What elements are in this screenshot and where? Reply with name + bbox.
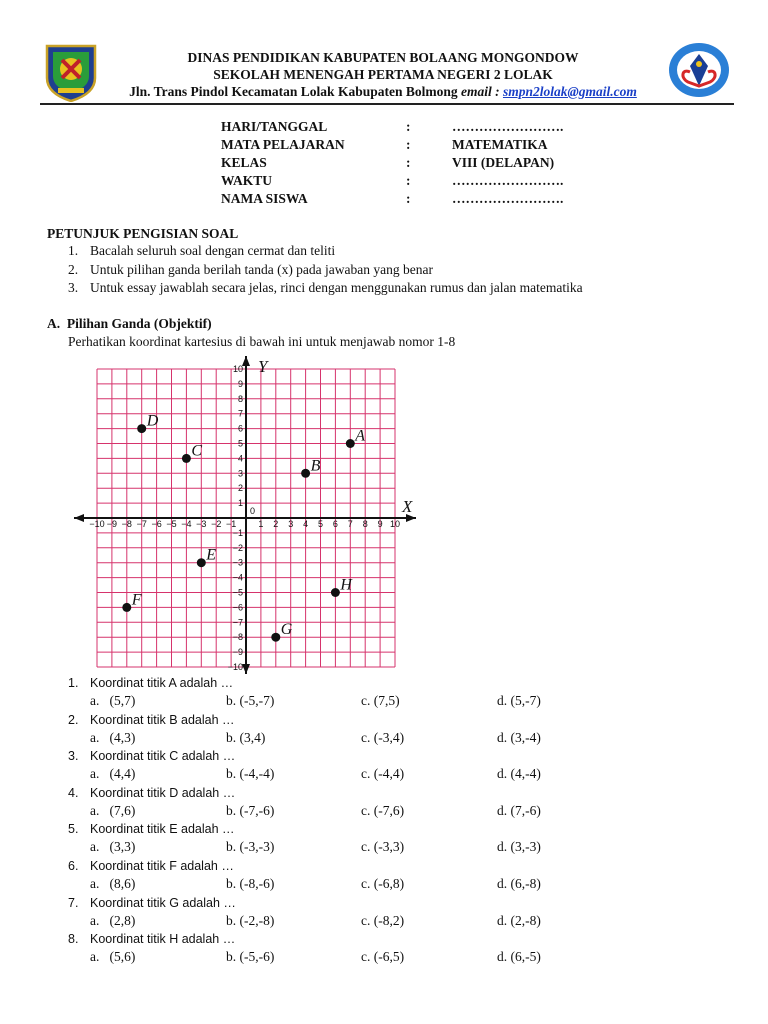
- point-f: [122, 603, 131, 612]
- y-tick-label: 4: [237, 453, 243, 464]
- x-tick-label: 9: [377, 519, 383, 529]
- point-a: [346, 439, 355, 448]
- regency-shield-icon: [44, 42, 98, 102]
- info-value: VIII (DELAPAN): [452, 155, 555, 170]
- answer-options: [0, 730, 768, 748]
- question-item: [68, 822, 235, 836]
- info-row-student-name: [0, 191, 768, 209]
- answer-option-d[interactable]: d. (3,-4): [497, 729, 541, 745]
- x-tick-label: −8: [121, 519, 132, 529]
- cartesian-graph: [70, 354, 420, 676]
- point-b: [301, 469, 310, 478]
- question-num: 6.: [68, 859, 79, 873]
- school-name: SEKOLAH MENENGAH PERTAMA NEGERI 2 LOLAK: [213, 67, 553, 82]
- answer-option-a[interactable]: a. (7,6): [90, 802, 136, 818]
- y-tick-label: −2: [232, 542, 243, 553]
- question-item: [68, 676, 233, 690]
- question-item: [68, 896, 236, 910]
- instruction-text: Bacalah seluruh soal dengan cermat dan teliti: [90, 243, 336, 258]
- answer-options: [0, 693, 768, 711]
- y-tick-label: 10: [232, 364, 243, 374]
- question-item: [68, 749, 235, 763]
- instruction-num: 3.: [68, 280, 79, 295]
- y-tick-label: 9: [237, 378, 243, 389]
- cartesian-graph-svg: [70, 354, 420, 676]
- agency-name: DINAS PENDIDIKAN KABUPATEN BOLAANG MONGONDOW: [187, 50, 579, 65]
- x-tick-label: −1: [225, 519, 237, 529]
- y-tick-label: −10: [227, 662, 243, 672]
- point-label-d: D: [146, 412, 159, 430]
- school-address: [100, 83, 666, 100]
- question-num: 8.: [68, 932, 79, 947]
- x-tick-label: −3: [196, 519, 207, 529]
- info-value: …………………….: [452, 173, 564, 188]
- x-tick-label: −6: [151, 519, 162, 529]
- question-text: Koordinat titik A adalah …: [90, 676, 234, 690]
- question-text: Koordinat titik B adalah …: [90, 712, 235, 727]
- info-label: MATA PELAJARAN: [221, 137, 345, 152]
- answer-option-d[interactable]: d. (2,-8): [497, 912, 541, 928]
- point-d: [137, 424, 146, 433]
- point-h: [331, 588, 340, 597]
- y-tick-label: −9: [232, 647, 243, 658]
- question-text: Koordinat titik H adalah …: [90, 932, 236, 947]
- x-tick-label: 7: [347, 519, 353, 529]
- y-tick-label: 6: [237, 423, 243, 434]
- answer-option-c[interactable]: c. (-3,4): [361, 729, 405, 745]
- email-link[interactable]: smpn2lolak@gmail.com: [502, 84, 637, 99]
- y-axis-label: Y: [258, 357, 268, 376]
- y-tick-label: 5: [237, 438, 243, 449]
- right-logo: [668, 42, 730, 98]
- answer-option-b[interactable]: b. (3,4): [226, 729, 266, 745]
- y-tick-label: −6: [232, 602, 243, 613]
- section-a-title: A. Pilihan Ganda (Objektif): [47, 316, 212, 331]
- point-label-e: E: [206, 546, 217, 564]
- answer-option-c[interactable]: c. (-6,5): [361, 949, 405, 965]
- question-num: 2.: [68, 712, 79, 727]
- answer-option-d[interactable]: d. (3,-3): [497, 839, 541, 855]
- email-label: email :: [460, 84, 500, 99]
- info-row-subject: [0, 137, 768, 155]
- question-item: [68, 786, 235, 800]
- answer-options: [0, 766, 768, 784]
- y-tick-label: 2: [237, 483, 243, 494]
- question-list: [0, 676, 768, 976]
- question-num: 3.: [68, 749, 79, 764]
- info-row-class: [0, 155, 768, 173]
- x-axis-arrow-left: [74, 514, 84, 522]
- y-tick-label: −4: [232, 572, 243, 583]
- point-e: [197, 558, 206, 567]
- point-label-a: A: [355, 427, 366, 445]
- origin-label: 0: [250, 506, 256, 516]
- question-num: 5.: [68, 822, 79, 837]
- question-item: [68, 713, 235, 727]
- info-value: …………………….: [452, 191, 564, 206]
- answer-option-c[interactable]: c. (-7,6): [361, 802, 405, 818]
- x-tick-label: 10: [389, 519, 401, 529]
- answer-option-d[interactable]: d. (6,-5): [497, 949, 541, 965]
- answer-option-a[interactable]: a. (5,6): [90, 949, 136, 965]
- instruction-text: Untuk essay jawablah secara jelas, rinci dengan menggunakan rumus dan jalan matematika: [90, 280, 583, 295]
- answer-option-d[interactable]: d. (7,-6): [497, 802, 541, 818]
- question-item: [68, 932, 235, 946]
- y-axis-arrow-top: [242, 356, 250, 366]
- info-label: NAMA SISWA: [221, 191, 308, 206]
- x-tick-label: −5: [166, 519, 177, 529]
- info-label: HARI/TANGGAL: [221, 119, 328, 134]
- answer-option-d[interactable]: d. (4,-4): [497, 766, 541, 782]
- answer-option-a[interactable]: a. (2,8): [90, 912, 136, 928]
- answer-option-a[interactable]: a. (5,7): [90, 693, 136, 708]
- y-tick-label: −7: [232, 617, 243, 628]
- x-tick-label: −7: [136, 519, 147, 529]
- x-tick-label: 1: [258, 519, 264, 529]
- answer-options: [0, 949, 768, 967]
- instruction-item: [68, 243, 335, 259]
- instruction-num: 2.: [68, 262, 79, 277]
- info-separator: :: [406, 191, 411, 206]
- point-label-h: H: [340, 576, 352, 594]
- answer-option-b[interactable]: b. (-2,-8): [226, 912, 275, 928]
- answer-options: [0, 839, 768, 857]
- question-text: Koordinat titik G adalah …: [90, 895, 236, 910]
- answer-option-a[interactable]: a. (8,6): [90, 876, 136, 891]
- info-separator: :: [406, 137, 411, 152]
- point-c: [182, 454, 191, 463]
- answer-option-d[interactable]: d. (5,-7): [497, 693, 541, 708]
- answer-option-a[interactable]: a. (4,4): [90, 766, 136, 782]
- question-num: 7.: [68, 895, 79, 910]
- x-tick-label: 5: [317, 519, 324, 529]
- answer-option-a[interactable]: a. (3,3): [90, 839, 136, 855]
- y-tick-label: −3: [232, 557, 243, 568]
- y-tick-label: 8: [237, 393, 243, 404]
- instruction-item: [68, 262, 433, 278]
- point-label-g: G: [280, 621, 293, 639]
- x-tick-label: −2: [211, 519, 222, 529]
- info-label: KELAS: [221, 155, 267, 170]
- question-num: 4.: [68, 785, 79, 800]
- instruction-item: [68, 280, 583, 296]
- x-tick-label: −4: [181, 519, 192, 529]
- section-a-intro: Perhatikan koordinat kartesius di bawah ini untuk menjawab nomor 1-8: [68, 334, 456, 349]
- x-tick-label: 6: [332, 519, 338, 529]
- question-text: Koordinat titik D adalah …: [90, 785, 236, 800]
- answer-option-c[interactable]: c. (-8,2): [361, 912, 405, 928]
- answer-option-c[interactable]: c. (-6,8): [361, 876, 405, 891]
- info-value: …………………….: [452, 119, 564, 134]
- y-tick-label: 1: [237, 498, 243, 509]
- y-tick-label: 7: [237, 408, 243, 419]
- answer-option-a[interactable]: a. (4,3): [90, 729, 136, 745]
- info-value: MATEMATIKA: [452, 137, 548, 152]
- x-tick-label: 2: [273, 519, 279, 529]
- point-g: [271, 633, 280, 642]
- point-label-f: F: [131, 591, 142, 609]
- answer-options: [0, 913, 768, 931]
- x-tick-label: 3: [288, 519, 294, 529]
- point-label-b: B: [310, 457, 321, 475]
- x-tick-label: −9: [106, 519, 118, 529]
- info-separator: :: [406, 119, 411, 134]
- tut-wuri-handayani-icon: [668, 42, 730, 98]
- question-text: Koordinat titik C adalah …: [90, 749, 236, 764]
- y-tick-label: 3: [237, 468, 243, 479]
- answer-option-b[interactable]: b. (-8,-6): [226, 876, 275, 891]
- info-separator: :: [406, 155, 411, 170]
- y-tick-label: −1: [232, 527, 243, 538]
- x-tick-label: −10: [89, 519, 105, 529]
- answer-option-c[interactable]: c. (-4,4): [361, 766, 405, 782]
- answer-options: [0, 876, 768, 894]
- left-logo: [44, 42, 98, 102]
- info-row-date: [0, 119, 768, 137]
- question-item: [68, 859, 234, 873]
- instruction-text: Untuk pilihan ganda berilah tanda (x) pada jawaban yang benar: [90, 262, 433, 277]
- address-text: Jln. Trans Pindol Kecamatan Lolak Kabupaten Bolmong: [129, 84, 458, 99]
- answer-option-b[interactable]: b. (-3,-3): [226, 839, 275, 855]
- letterhead-divider: [40, 103, 734, 105]
- question-text: Koordinat titik F adalah …: [90, 859, 234, 873]
- answer-option-c[interactable]: c. (-3,3): [361, 839, 405, 855]
- question-text: Koordinat titik E adalah …: [90, 822, 235, 837]
- answer-option-b[interactable]: b. (-7,-6): [226, 802, 275, 818]
- info-separator: :: [406, 173, 411, 188]
- answer-option-d[interactable]: d. (6,-8): [497, 876, 541, 891]
- info-label: WAKTU: [221, 173, 273, 188]
- y-tick-label: −8: [232, 632, 243, 643]
- x-axis-label: X: [402, 497, 413, 516]
- answer-option-c[interactable]: c. (7,5): [361, 693, 400, 708]
- question-num: 1.: [68, 676, 79, 690]
- answer-option-b[interactable]: b. (-5,-6): [226, 949, 275, 965]
- point-label-c: C: [191, 442, 203, 460]
- y-tick-label: −5: [232, 587, 243, 598]
- x-tick-label: 4: [303, 519, 309, 529]
- answer-options: [0, 803, 768, 821]
- info-row-time: [0, 173, 768, 191]
- answer-option-b[interactable]: b. (-4,-4): [226, 766, 275, 782]
- y-axis-arrow-bottom: [242, 664, 250, 674]
- instructions-title: PETUNJUK PENGISIAN SOAL: [47, 226, 239, 241]
- x-tick-label: 8: [362, 519, 368, 529]
- instruction-num: 1.: [68, 243, 79, 258]
- answer-option-b[interactable]: b. (-5,-7): [226, 693, 275, 708]
